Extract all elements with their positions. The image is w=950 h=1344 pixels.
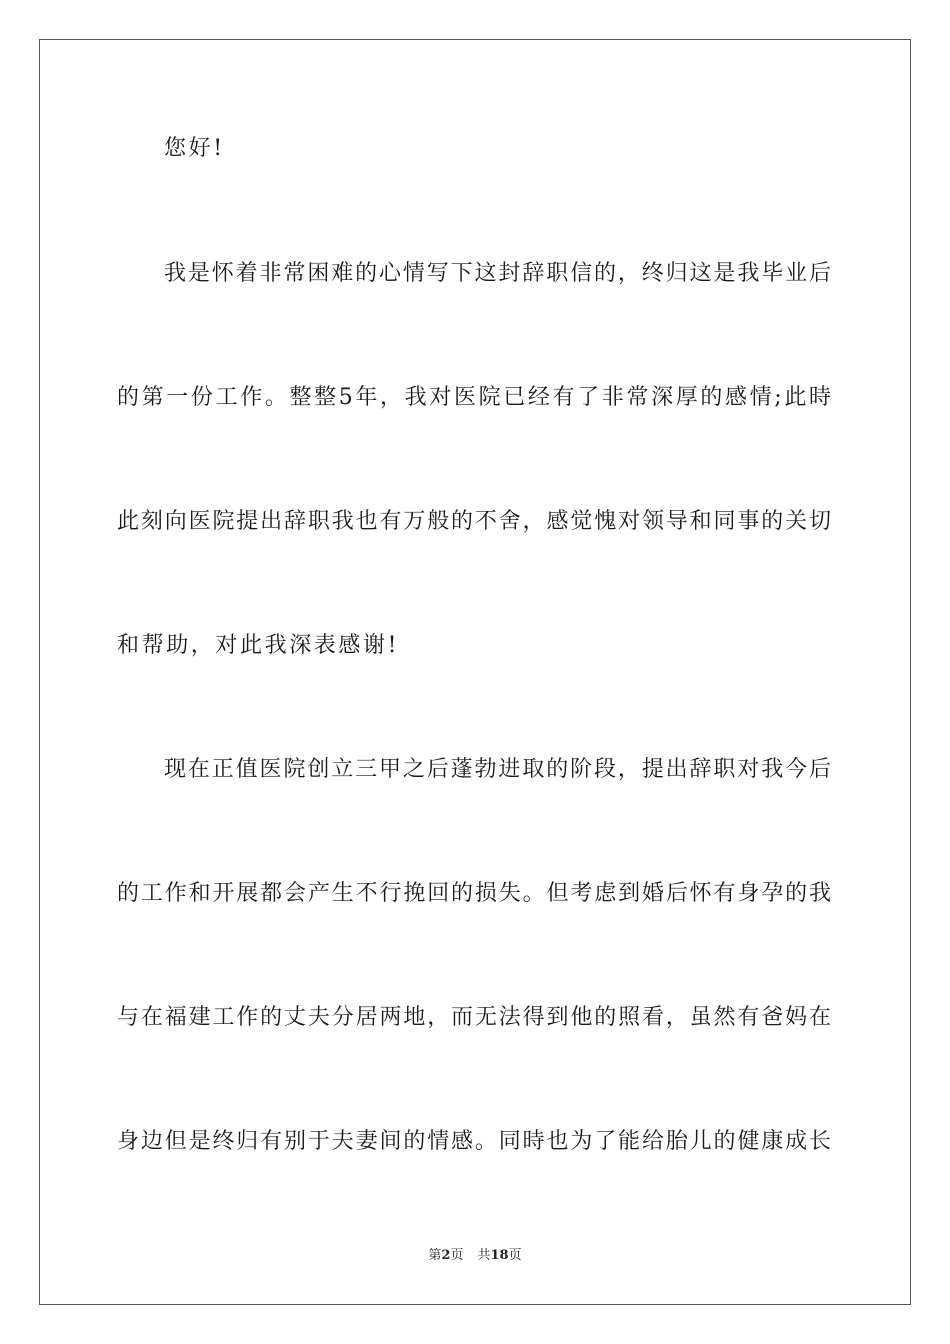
paragraph-1-line-2: 的第一份工作。整整5年，我对医院已经有了非常深厚的感情;此時: [117, 385, 831, 410]
page-border: [39, 39, 911, 1305]
paragraph-1-line-3: 此刻向医院提出辞职我也有万般的不舍，感觉愧对领导和同事的关切: [117, 509, 831, 534]
paragraph-2-line-3: 与在福建工作的丈夫分居两地，而无法得到他的照看，虽然有爸妈在: [117, 1005, 831, 1030]
paragraph-1-line-1: 我是怀着非常困难的心情写下这封辞职信的，终归这是我毕业后: [164, 261, 831, 286]
paragraph-2-line-4: 身边但是终归有别于夫妻间的情感。同時也为了能给胎儿的健康成长: [117, 1129, 831, 1154]
greeting-line: 您好!: [164, 136, 225, 161]
paragraph-2-line-2: 的工作和开展都会产生不行挽回的损失。但考虑到婚后怀有身孕的我: [117, 881, 831, 906]
page-label-prefix: 第: [428, 1248, 442, 1263]
paragraph-1-line-4: 和帮助，对此我深表感谢!: [117, 633, 400, 658]
total-pages: 18: [490, 1248, 509, 1263]
total-label-suffix: 页: [508, 1248, 522, 1263]
total-label-prefix: 共: [477, 1248, 491, 1263]
paragraph-2-line-1: 现在正值医院创立三甲之后蓬勃进取的阶段，提出辞职对我今后: [164, 757, 831, 782]
page-label-suffix: 页: [450, 1248, 464, 1263]
page-number: 2: [441, 1248, 451, 1263]
page-footer: [0, 1248, 950, 1264]
